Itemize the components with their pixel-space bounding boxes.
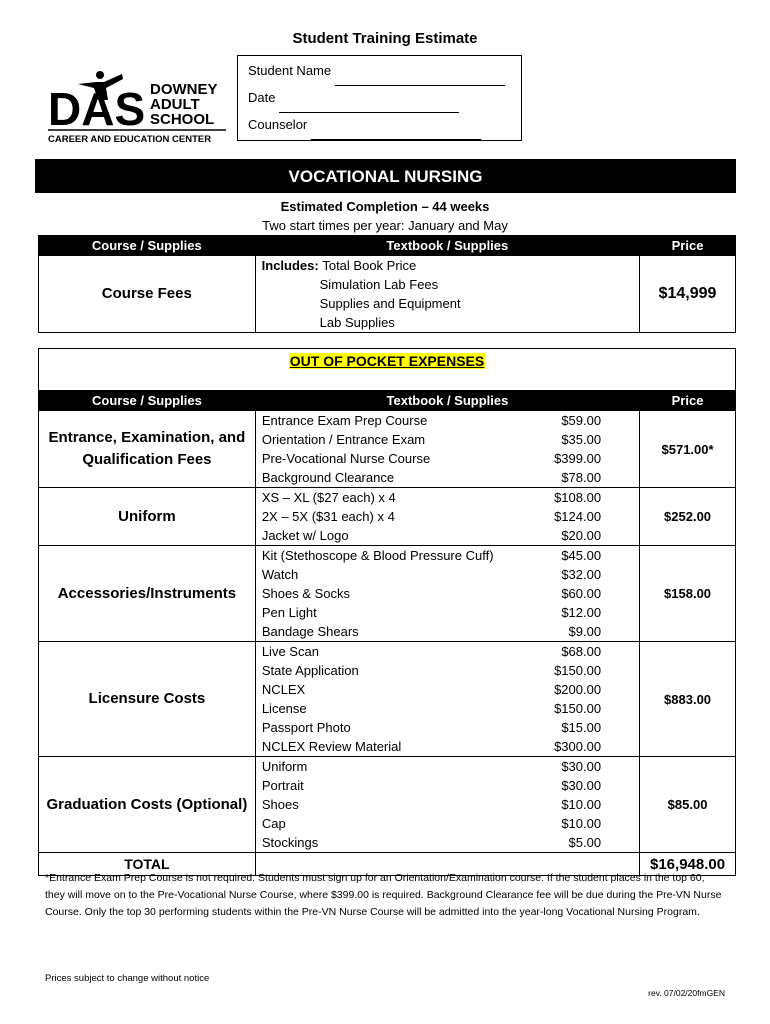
- expense-item: [262, 776, 639, 795]
- expenses-table: [38, 390, 736, 876]
- expense-item-cost: $10.00: [561, 797, 602, 812]
- expense-item: [262, 661, 639, 680]
- start-times-text: Two start times per year: January and May: [262, 218, 508, 233]
- expense-item-name: Pre-Vocational Nurse Course: [261, 451, 431, 466]
- expense-group-row: [39, 411, 736, 488]
- student-name-label: Student Name: [248, 63, 332, 78]
- expense-item: [262, 526, 639, 545]
- expense-item-cost: $200.00: [554, 682, 602, 697]
- col-header-textbook: Textbook / Supplies: [255, 391, 639, 411]
- expense-item: [262, 622, 639, 641]
- includes-item: Simulation Lab Fees: [319, 277, 439, 292]
- includes-item: Supplies and Equipment: [319, 296, 461, 311]
- counselor-field[interactable]: [311, 125, 481, 140]
- logo-line-2: ADULT: [150, 96, 200, 113]
- date-label: Date: [248, 90, 276, 105]
- expense-group-row: [39, 546, 736, 642]
- course-fees-includes: [255, 256, 639, 333]
- expense-item-cost: $35.00: [561, 432, 602, 447]
- expense-group-row: [39, 642, 736, 757]
- expense-item-name: NCLEX Review Material: [261, 739, 402, 754]
- expense-item-cost: $300.00: [554, 739, 602, 754]
- expense-item-name: 2X – 5X ($31 each) x 4: [261, 509, 395, 524]
- course-fees-table: [38, 235, 736, 333]
- expense-group-label: Graduation Costs (Optional): [39, 757, 256, 853]
- expense-item: [262, 411, 639, 430]
- expense-item-name: Live Scan: [261, 644, 319, 659]
- expense-group-row: [39, 757, 736, 853]
- expense-item-name: Bandage Shears: [261, 624, 359, 639]
- col-header-price: Price: [640, 391, 736, 411]
- expense-item: [262, 488, 639, 507]
- logo-tagline: CAREER AND EDUCATION CENTER: [48, 134, 212, 145]
- expense-item-cost: $10.00: [561, 816, 602, 831]
- expense-item: [262, 642, 639, 661]
- logo-letters: DAS: [48, 83, 146, 135]
- expense-item-cost: $20.00: [561, 528, 602, 543]
- expense-item-cost: $78.00: [561, 470, 602, 485]
- expense-item-cost: $30.00: [561, 778, 602, 793]
- expense-item: [262, 507, 639, 526]
- expense-item-cost: $15.00: [561, 720, 602, 735]
- expense-group-label: Uniform: [39, 488, 256, 546]
- includes-item: Lab Supplies: [319, 315, 395, 330]
- expense-group-price: $883.00: [640, 642, 736, 757]
- expense-item-name: Watch: [261, 567, 299, 582]
- document-title: Student Training Estimate: [292, 30, 478, 47]
- disclaimer: Prices subject to change without notice: [45, 973, 210, 984]
- course-fees-label: Course Fees: [39, 256, 256, 333]
- expense-item-cost: $108.00: [554, 490, 602, 505]
- expense-item: [262, 468, 639, 487]
- expense-item-name: Orientation / Entrance Exam: [261, 432, 426, 447]
- out-of-pocket-header: [38, 348, 736, 390]
- expense-item-cost: $59.00: [561, 413, 602, 428]
- expense-group-items: [255, 757, 639, 853]
- expense-item-cost: $9.00: [568, 624, 602, 639]
- expense-item: [262, 430, 639, 449]
- total-label: TOTAL: [39, 853, 256, 876]
- counselor-row: [248, 110, 521, 137]
- expense-group-price: $571.00*: [640, 411, 736, 488]
- expense-item-cost: $32.00: [561, 567, 602, 582]
- expense-group-items: [255, 411, 639, 488]
- expense-item: [262, 603, 639, 622]
- student-info-box: [237, 55, 522, 141]
- expense-item: [262, 757, 639, 776]
- expense-item-cost: $68.00: [561, 644, 602, 659]
- col-header-textbook: Textbook / Supplies: [255, 236, 639, 256]
- expense-item: [262, 680, 639, 699]
- expense-item: [262, 546, 639, 565]
- expense-group-label: Entrance, Examination, and Qualification Fees: [39, 411, 256, 488]
- expense-item-cost: $45.00: [561, 548, 602, 563]
- expense-item-cost: $5.00: [568, 835, 602, 850]
- expense-item-cost: $399.00: [554, 451, 602, 466]
- expense-item-name: Shoes & Socks: [261, 586, 350, 601]
- expense-item: [262, 565, 639, 584]
- expense-item-cost: $12.00: [561, 605, 602, 620]
- program-banner: VOCATIONAL NURSING: [35, 159, 736, 193]
- col-header-price: Price: [640, 236, 736, 256]
- expense-group-price: $85.00: [640, 757, 736, 853]
- date-row: [248, 83, 521, 110]
- expense-item-cost: $60.00: [561, 586, 602, 601]
- expense-group-label: Licensure Costs: [39, 642, 256, 757]
- expense-item-name: Stockings: [261, 835, 319, 850]
- expense-item-name: Portrait: [261, 778, 304, 793]
- expense-group-items: [255, 546, 639, 642]
- expense-item-cost: $124.00: [554, 509, 602, 524]
- revision-code: rev. 07/02/20fmGEN: [648, 988, 725, 998]
- includes-item: Total Book Price: [322, 258, 417, 273]
- expense-group-items: [255, 488, 639, 546]
- expense-item-name: Cap: [261, 816, 286, 831]
- school-logo: [48, 70, 228, 150]
- expense-item: [262, 699, 639, 718]
- expense-group-label: Accessories/Instruments: [39, 546, 256, 642]
- expense-item: [262, 814, 639, 833]
- expense-item-name: License: [261, 701, 307, 716]
- expense-group-row: [39, 488, 736, 546]
- expense-item: [262, 795, 639, 814]
- logo-line-3: SCHOOL: [150, 111, 215, 128]
- expense-item-cost: $30.00: [561, 759, 602, 774]
- completion-text: Estimated Completion – 44 weeks: [280, 199, 490, 214]
- expense-item-name: XS – XL ($27 each) x 4: [261, 490, 396, 505]
- total-value: $16,948.00: [640, 853, 736, 876]
- student-name-row: [248, 56, 521, 83]
- expense-item-name: State Application: [261, 663, 359, 678]
- expense-item-name: Background Clearance: [261, 470, 395, 485]
- expense-item-name: NCLEX: [261, 682, 306, 697]
- expense-item-name: Shoes: [261, 797, 299, 812]
- expense-item-name: Jacket w/ Logo: [261, 528, 349, 543]
- expense-item: [262, 449, 639, 468]
- expense-item: [262, 833, 639, 852]
- expense-item: [262, 718, 639, 737]
- expense-item-name: Pen Light: [261, 605, 317, 620]
- expense-item-name: Uniform: [261, 759, 308, 774]
- counselor-label: Counselor: [248, 117, 308, 132]
- expense-item-name: Entrance Exam Prep Course: [261, 413, 428, 428]
- expense-item: [262, 737, 639, 756]
- expense-item-cost: $150.00: [554, 663, 602, 678]
- expense-group-price: $252.00: [640, 488, 736, 546]
- logo-line-1: DOWNEY: [150, 81, 218, 98]
- expense-item-cost: $150.00: [554, 701, 602, 716]
- col-header-course: Course / Supplies: [39, 236, 256, 256]
- col-header-course: Course / Supplies: [39, 391, 256, 411]
- expense-item: [262, 584, 639, 603]
- footnote: *Entrance Exam Prep Course is not required. Students must sign up for an Orientation/Examination course. If the student places in the top 60, they will move on to the Pre-Vocational Nurse Course, where $399.00 is required. Background Clearance fee will be due during the Pre-VN Nurse Course. Only the top 30 performing students within the Pre-VN Nurse Course will be admitted into the year-long Vocational Nursing Program.: [45, 872, 722, 918]
- course-fees-price: $14,999: [640, 256, 736, 333]
- expense-group-price: $158.00: [640, 546, 736, 642]
- out-of-pocket-title: OUT OF POCKET EXPENSES: [289, 353, 485, 369]
- expense-item-name: Kit (Stethoscope & Blood Pressure Cuff): [261, 548, 494, 563]
- includes-label: Includes:: [261, 258, 319, 273]
- expense-item-name: Passport Photo: [261, 720, 351, 735]
- expense-group-items: [255, 642, 639, 757]
